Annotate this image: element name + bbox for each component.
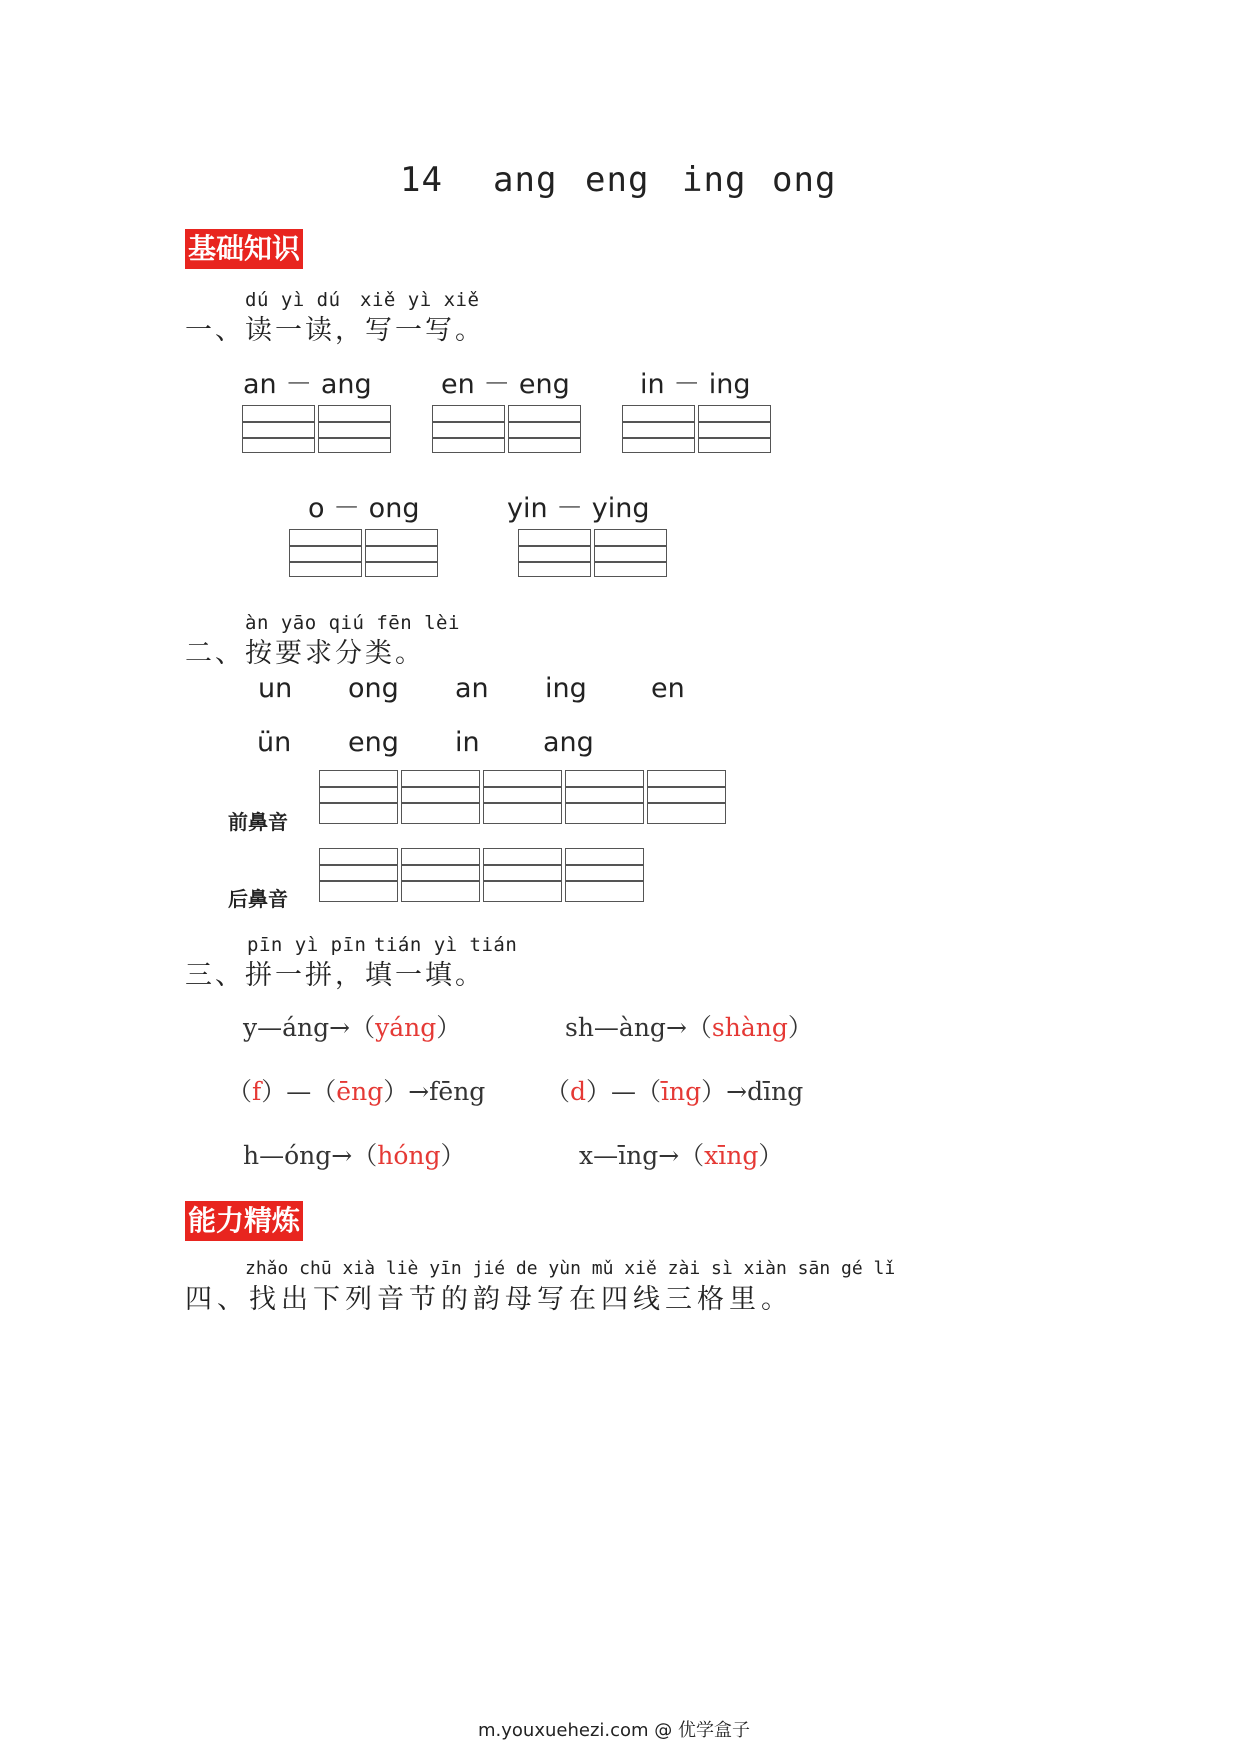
- back-nasal-grid[interactable]: [319, 848, 647, 902]
- answer-d[interactable]: d: [570, 1077, 587, 1106]
- q4-pinyin: zhǎo chū xià liè yīn jié de yùn mǔ xiě zài sì xiàn sān gé lǐ: [245, 1258, 896, 1279]
- syllable-eng: eng: [348, 727, 399, 758]
- q3-pinyin-spell: pīn yì pīn: [247, 934, 367, 956]
- pair-en-eng: en － eng: [441, 369, 570, 400]
- back-nasal-label: 后鼻音: [228, 887, 288, 911]
- pair-an-ang: an － ang: [243, 369, 372, 400]
- writing-grid-yin-ying[interactable]: [518, 529, 670, 577]
- syllable-en: en: [651, 673, 685, 704]
- equation-feng: （f）—（ēng）→fēng: [227, 1077, 486, 1106]
- title-final-eng: eng: [585, 160, 650, 200]
- section-badge-ability: 能力精炼: [185, 1201, 303, 1241]
- answer-hong[interactable]: hóng: [377, 1141, 441, 1170]
- pair-in-ing: in － ing: [640, 369, 751, 400]
- q1-heading: 一、读一读，写一写。: [185, 315, 485, 346]
- syllable-un-umlaut: ün: [257, 727, 292, 758]
- writing-grid-en-eng[interactable]: [432, 405, 584, 453]
- q2-pinyin: àn yāo qiú fēn lèi: [245, 612, 460, 634]
- syllable-ong: ong: [348, 673, 399, 704]
- pair-yin-ying: yin － ying: [507, 493, 650, 524]
- front-nasal-grid[interactable]: [319, 770, 729, 824]
- section-badge-basic: 基础知识: [185, 229, 303, 269]
- equation-ding: （d）—（īng）→dīng: [545, 1077, 804, 1106]
- q1-pinyin-write: xiě yì xiě: [360, 289, 480, 311]
- front-nasal-label: 前鼻音: [228, 810, 288, 834]
- syllable-un: un: [258, 673, 293, 704]
- syllable-ing: ing: [545, 673, 587, 704]
- syllable-an: an: [455, 673, 489, 704]
- q1-pinyin-read: dú yì dú: [245, 289, 341, 311]
- q3-heading: 三、拼一拼，填一填。: [185, 960, 485, 991]
- footer-watermark: m.youxuehezi.com @ 优学盒子: [478, 1720, 751, 1741]
- title-final-ang: ang: [493, 160, 558, 200]
- answer-ing[interactable]: īng: [661, 1077, 702, 1106]
- lesson-number: 14: [400, 160, 443, 200]
- pair-o-ong: o － ong: [308, 493, 420, 524]
- q4-heading: 四、找出下列音节的韵母写在四线三格里。: [185, 1284, 793, 1315]
- syllable-in: in: [455, 727, 480, 758]
- syllable-ang: ang: [543, 727, 594, 758]
- answer-yang[interactable]: yáng: [375, 1013, 437, 1042]
- answer-eng[interactable]: ēng: [336, 1077, 384, 1106]
- equation-shang: sh—àng→（shàng）: [565, 1013, 813, 1042]
- equation-hong: h—óng→（hóng）: [243, 1141, 466, 1170]
- equation-yang: y—áng→（yáng）: [243, 1013, 462, 1042]
- answer-shang[interactable]: shàng: [711, 1013, 788, 1042]
- q3-pinyin-fill: tián yì tián: [374, 934, 518, 956]
- writing-grid-o-ong[interactable]: [289, 529, 441, 577]
- title-final-ing: ing: [682, 160, 747, 200]
- answer-f[interactable]: f: [252, 1077, 262, 1106]
- q2-heading: 二、按要求分类。: [185, 638, 425, 669]
- writing-grid-an-ang[interactable]: [242, 405, 394, 453]
- equation-xing: x—īng→（xīng）: [579, 1141, 784, 1170]
- page-title: [400, 160, 443, 200]
- writing-grid-in-ing[interactable]: [622, 405, 774, 453]
- answer-xing[interactable]: xīng: [704, 1141, 759, 1170]
- title-final-ong: ong: [772, 160, 837, 200]
